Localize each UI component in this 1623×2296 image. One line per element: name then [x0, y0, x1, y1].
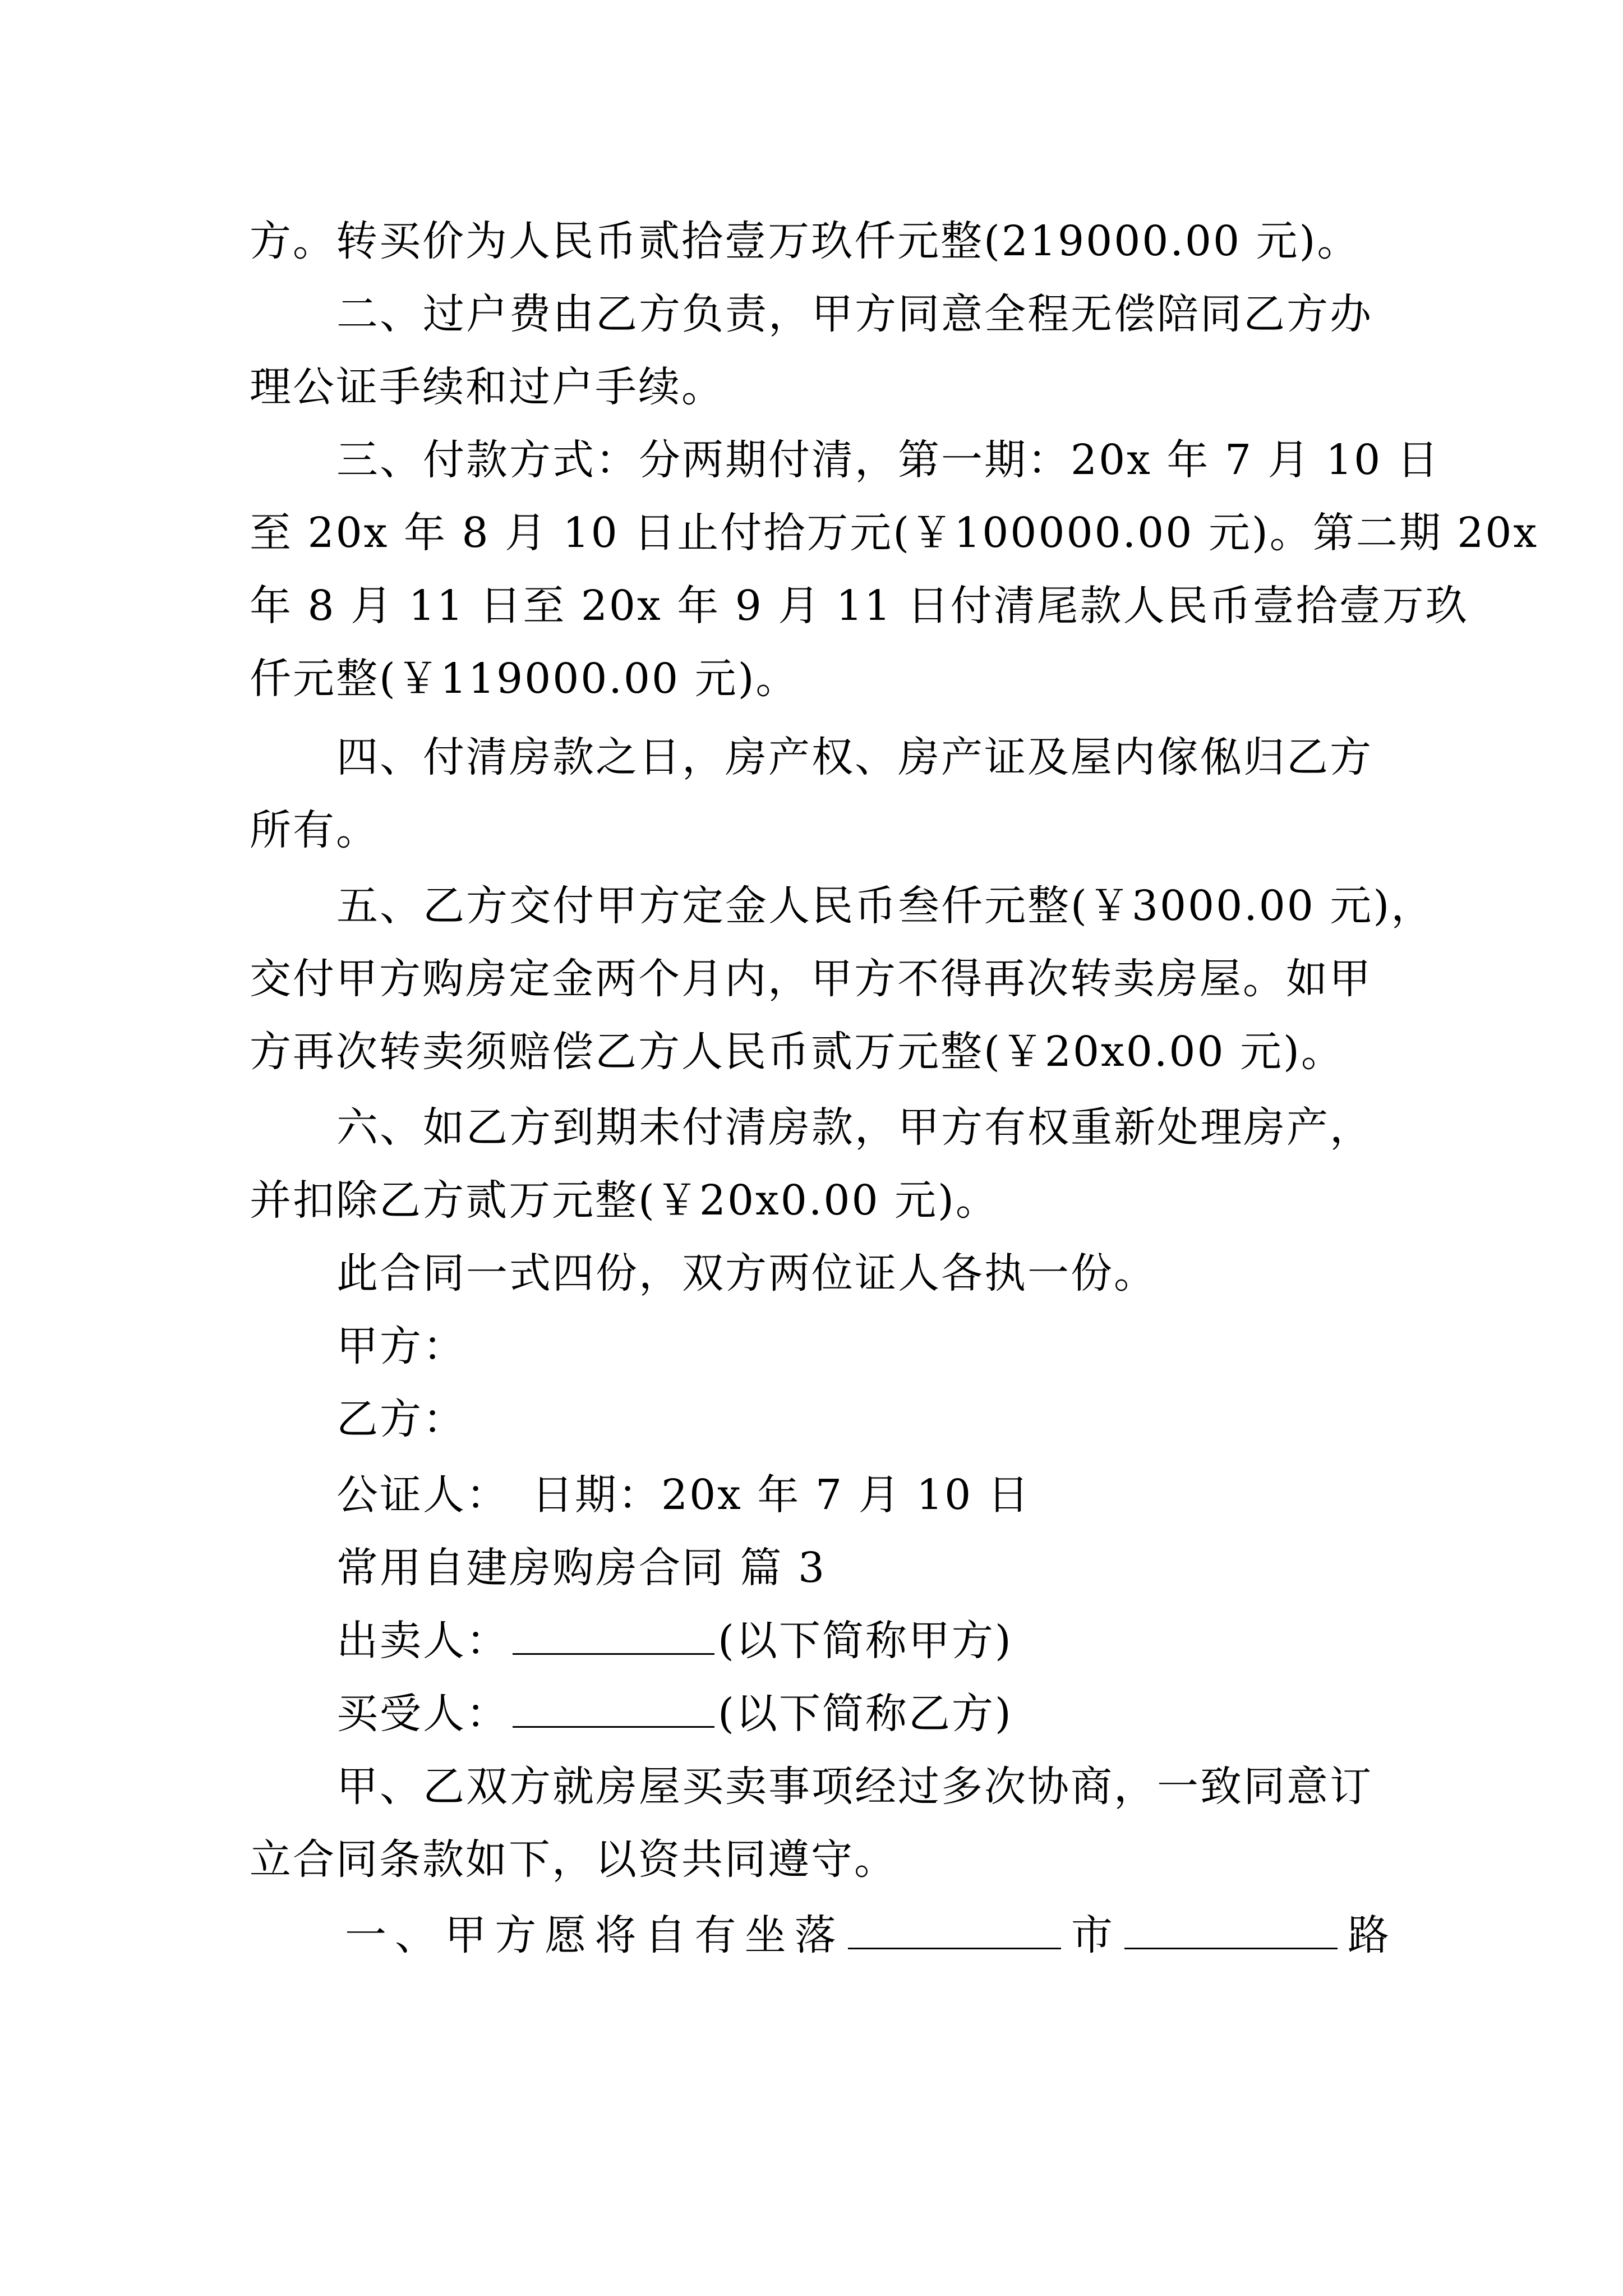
- text-line: 所有。: [250, 806, 379, 854]
- buyer-line: [336, 1686, 1391, 1742]
- seller-line: [336, 1613, 1391, 1669]
- clause-one-line: [345, 1907, 1391, 1963]
- notary-date-line: 公证人： 日期：20x 年 7 月 10 日: [336, 1471, 1031, 1519]
- city-blank: [1124, 1908, 1338, 1949]
- buyer-blank: [513, 1687, 714, 1728]
- text-line: 方再次转卖须赔偿乙方人民币贰万元整(￥20x0.00 元)。: [250, 1028, 1344, 1076]
- text-line: 方。转买价为人民币贰拾壹万玖仟元整(219000.00 元)。: [250, 217, 1361, 265]
- text-line: 此合同一式四份，双方两位证人各执一份。: [336, 1249, 1157, 1297]
- road-label: 路: [1340, 1911, 1391, 1959]
- location-blank: [848, 1908, 1061, 1949]
- text-line: 四、付清房款之日，房产权、房产证及屋内傢俬归乙方: [336, 733, 1373, 781]
- city-label: 市: [1064, 1911, 1121, 1959]
- text-line: 二、过户费由乙方负责，甲方同意全程无偿陪同乙方办: [336, 290, 1373, 338]
- section-heading: 常用自建房购房合同 篇 3: [336, 1544, 827, 1592]
- text-line: 立合同条款如下，以资共同遵守。: [250, 1835, 897, 1884]
- seller-suffix: (以下简称甲方): [718, 1617, 1013, 1665]
- buyer-suffix: (以下简称乙方): [718, 1690, 1013, 1738]
- signature-line-party-b: 乙方：: [336, 1395, 466, 1443]
- seller-label: 出卖人：: [336, 1617, 509, 1665]
- text-line: 甲、乙双方就房屋买卖事项经过多次协商，一致同意订: [336, 1763, 1373, 1811]
- clause-one-prefix: 一、甲方愿将自有坐落: [345, 1911, 845, 1959]
- text-line: 三、付款方式：分两期付清，第一期：20x 年 7 月 10 日: [336, 436, 1440, 484]
- buyer-label: 买受人：: [336, 1690, 509, 1738]
- text-line: 至 20x 年 8 月 10 日止付拾万元(￥100000.00 元)。第二期 20x: [250, 509, 1539, 557]
- text-line: 五、乙方交付甲方定金人民币叁仟元整(￥3000.00 元)，: [336, 882, 1435, 930]
- text-line: 年 8 月 11 日至 20x 年 9 月 11 日付清尾款人民币壹拾壹万玖: [250, 582, 1469, 630]
- seller-blank: [513, 1614, 714, 1655]
- text-line: 交付甲方购房定金两个月内，甲方不得再次转卖房屋。如甲: [250, 955, 1372, 1003]
- text-line: 仟元整(￥119000.00 元)。: [250, 655, 799, 703]
- signature-line-party-a: 甲方：: [336, 1322, 466, 1370]
- text-line: 理公证手续和过户手续。: [250, 363, 725, 411]
- text-line: 六、如乙方到期未付清房款，甲方有权重新处理房产，: [336, 1103, 1373, 1152]
- text-line: 并扣除乙方贰万元整(￥20x0.00 元)。: [250, 1176, 999, 1225]
